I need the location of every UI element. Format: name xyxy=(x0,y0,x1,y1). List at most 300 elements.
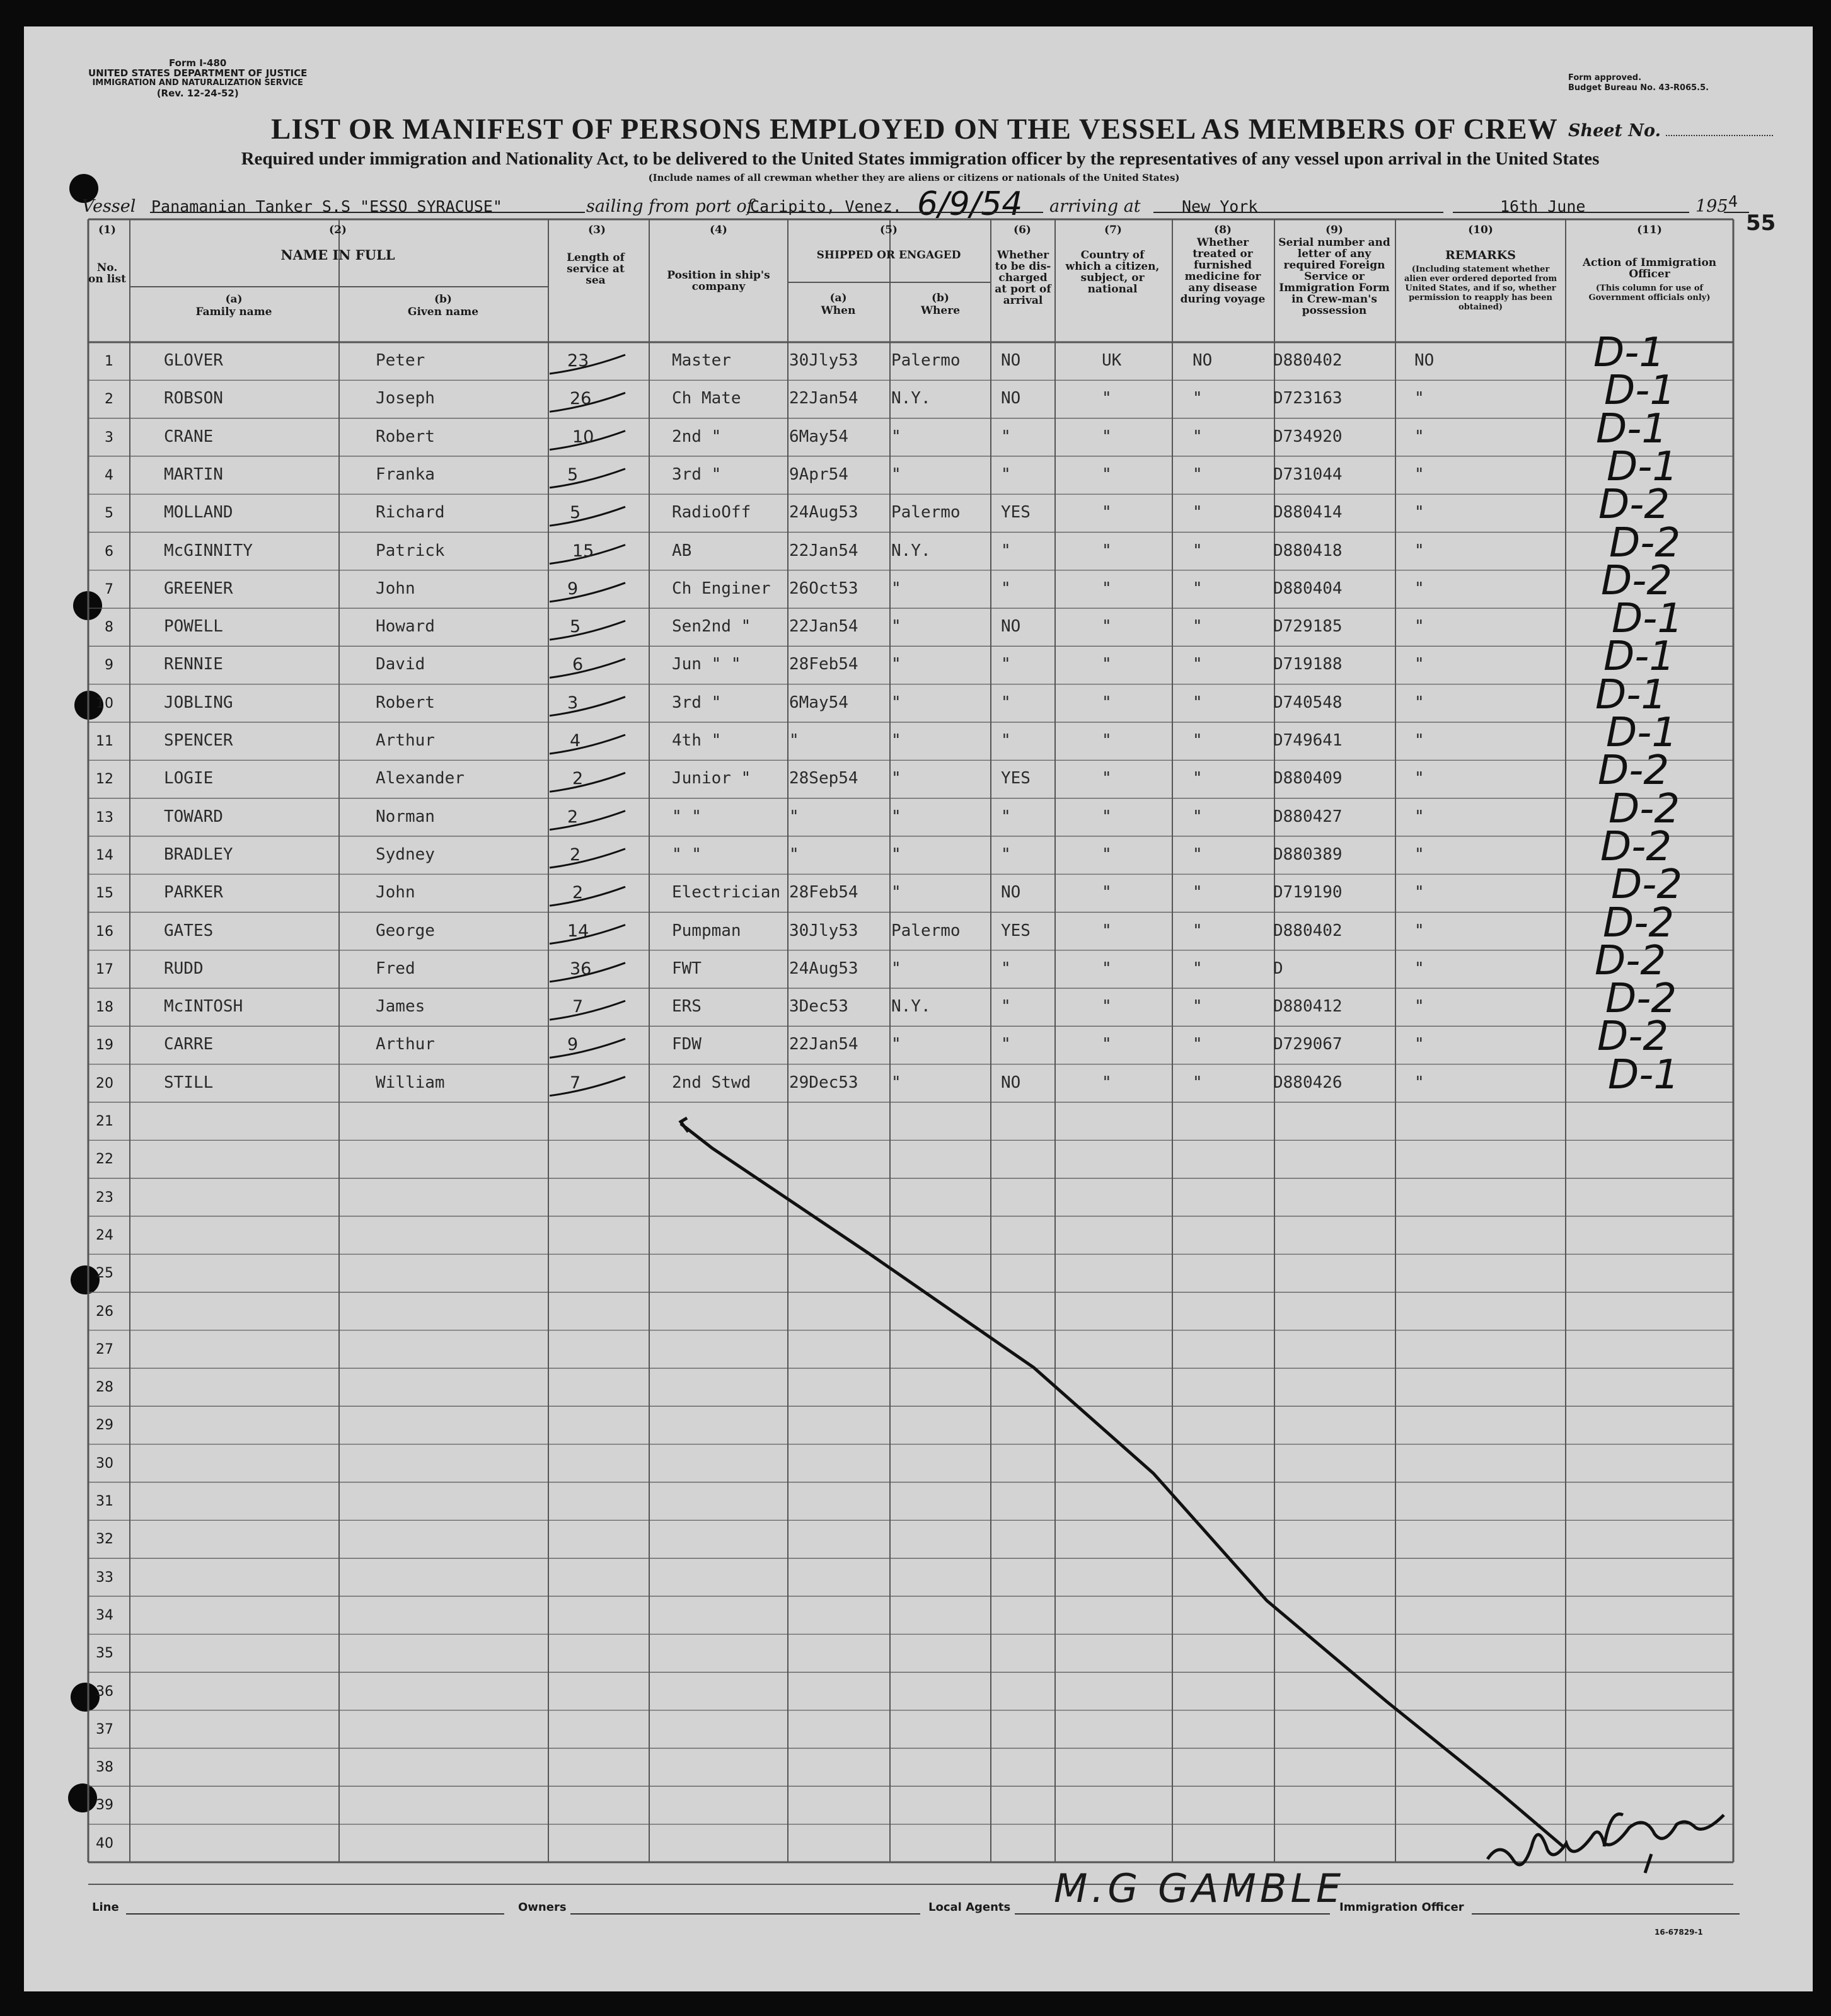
shipped-when: " xyxy=(789,807,799,826)
col-5b-number: (b) xyxy=(932,292,949,304)
row-number: 8 xyxy=(105,619,113,636)
serial-number: D723163 xyxy=(1273,389,1343,408)
treated: " xyxy=(1193,655,1203,674)
given-name: Peter xyxy=(376,351,425,370)
departure-port: Caripito, Venez. xyxy=(750,197,902,216)
family-name: SPENCER xyxy=(164,731,233,750)
family-name: POWELL xyxy=(164,617,223,636)
given-name: James xyxy=(376,997,425,1017)
length-of-service: 9 xyxy=(567,1035,579,1055)
remarks: " xyxy=(1414,503,1424,522)
length-of-service: 15 xyxy=(572,541,594,561)
serial-number: D734920 xyxy=(1273,427,1343,446)
position: 3rd " xyxy=(672,464,722,484)
country: " xyxy=(1102,844,1112,864)
immigration-action: D-1 xyxy=(1596,405,1668,452)
family-name: MARTIN xyxy=(164,464,223,484)
col-5b-label: Where xyxy=(920,304,961,317)
treated: " xyxy=(1193,883,1203,902)
shipped-where: " xyxy=(891,427,901,446)
discharged: " xyxy=(1001,655,1011,674)
col-6-label: Whether to be dis-charged at port of arrival xyxy=(995,249,1051,307)
arrival-date: 16th June xyxy=(1500,197,1586,216)
immigration-action: D-2 xyxy=(1611,861,1683,909)
length-of-service: 2 xyxy=(567,807,579,827)
shipped-where: " xyxy=(891,693,901,712)
service-name: IMMIGRATION AND NATURALIZATION SERVICE xyxy=(92,78,303,88)
immigration-action: D-2 xyxy=(1603,899,1675,947)
col-10-note: (Including statement whether alien ever ordered deported from United States, and if so, whether permission to reapply has been obtained) xyxy=(1404,265,1557,312)
given-name: Sydney xyxy=(376,844,435,864)
footer-line-label: Line xyxy=(92,1901,119,1914)
family-name: BRADLEY xyxy=(164,844,233,864)
immigration-action: D-1 xyxy=(1603,633,1675,681)
shipped-where: N.Y. xyxy=(891,541,931,560)
serial-number: D731044 xyxy=(1273,464,1343,484)
col-5a-number: (a) xyxy=(829,292,847,304)
country: " xyxy=(1102,959,1112,978)
row-number: 22 xyxy=(96,1151,113,1168)
arrival-port: New York xyxy=(1182,197,1258,216)
treated: " xyxy=(1193,503,1203,522)
position: FWT xyxy=(672,959,702,978)
remarks: " xyxy=(1414,769,1424,788)
country: " xyxy=(1102,464,1112,484)
treated: " xyxy=(1193,427,1203,446)
row-number: 12 xyxy=(96,771,113,788)
length-of-service: 9 xyxy=(567,579,579,599)
given-name: Norman xyxy=(376,807,435,826)
immigration-action: D-2 xyxy=(1597,1013,1669,1061)
discharged: " xyxy=(1001,579,1011,598)
discharged: " xyxy=(1001,1035,1011,1054)
row-number: 17 xyxy=(96,961,113,977)
remarks: " xyxy=(1414,844,1424,864)
given-name: Robert xyxy=(376,693,435,712)
given-name: Joseph xyxy=(376,389,435,408)
row-number: 1 xyxy=(105,354,113,369)
family-name: PARKER xyxy=(164,883,223,902)
length-of-service: 5 xyxy=(570,503,581,523)
col-10-number: (10) xyxy=(1468,224,1493,236)
serial-number: D729185 xyxy=(1273,617,1343,636)
serial-number: D880404 xyxy=(1273,579,1343,598)
shipped-where: " xyxy=(891,883,901,902)
treated: " xyxy=(1193,769,1203,788)
shipped-where: " xyxy=(891,807,901,826)
remarks: " xyxy=(1414,579,1424,598)
col-2a-number: (a) xyxy=(225,293,243,306)
shipped-when: 29Dec53 xyxy=(789,1073,858,1092)
col-5-label: SHIPPED OR ENGAGED xyxy=(816,249,961,262)
owners-blank xyxy=(570,1913,920,1915)
remarks: " xyxy=(1414,693,1424,712)
length-of-service: 36 xyxy=(570,959,592,979)
col-5-number: (5) xyxy=(880,224,898,236)
discharged: NO xyxy=(1001,351,1021,370)
position: " " xyxy=(672,807,702,826)
given-name: David xyxy=(376,655,425,674)
shipped-where: " xyxy=(891,844,901,864)
shipped-when: 22Jan54 xyxy=(789,541,858,560)
row-number: 28 xyxy=(96,1380,113,1396)
row-number: 34 xyxy=(96,1607,113,1623)
given-name: Richard xyxy=(376,503,445,522)
given-name: George xyxy=(376,921,435,940)
row-number: 25 xyxy=(96,1265,113,1282)
immigration-action: D-2 xyxy=(1609,519,1681,567)
vessel-name: Panamanian Tanker S.S "ESSO SYRACUSE" xyxy=(151,197,502,216)
tally-check-stroke xyxy=(550,469,625,488)
country: " xyxy=(1102,883,1112,902)
tally-check-stroke xyxy=(550,735,625,754)
form-code: 16-67829-1 xyxy=(1655,1928,1703,1937)
shipped-where: Palermo xyxy=(891,503,961,522)
treated: " xyxy=(1193,997,1203,1017)
immigration-action: D-2 xyxy=(1605,976,1677,1023)
row-number: 31 xyxy=(96,1494,113,1509)
shipped-when: 6May54 xyxy=(789,427,848,446)
country: " xyxy=(1102,541,1112,560)
serial-number: D xyxy=(1273,959,1283,978)
sheet-number: 55 xyxy=(1746,210,1776,236)
tally-check-stroke xyxy=(550,887,625,906)
serial-number: D880418 xyxy=(1273,541,1343,560)
country: " xyxy=(1102,769,1112,788)
row-number: 14 xyxy=(96,847,113,863)
length-of-service: 5 xyxy=(567,464,579,485)
family-name: MOLLAND xyxy=(164,503,233,522)
col-1-label: No. on list xyxy=(88,262,126,285)
col-3-label: Length of service at sea xyxy=(567,251,625,287)
row-number: 3 xyxy=(105,429,113,446)
serial-number: D719188 xyxy=(1273,655,1343,674)
position: AB xyxy=(672,541,692,560)
shipped-when: 6May54 xyxy=(789,693,848,712)
col-6-number: (6) xyxy=(1014,224,1031,236)
col-7-label: Country of which a citizen, subject, or national xyxy=(1065,249,1160,296)
treated: " xyxy=(1193,693,1203,712)
discharged: NO xyxy=(1001,883,1021,902)
budget-bureau-number: Budget Bureau No. 43-R065.5. xyxy=(1568,83,1709,93)
remarks: " xyxy=(1414,997,1424,1017)
row-number: 7 xyxy=(105,581,113,597)
tally-check-stroke xyxy=(550,583,625,602)
serial-number: D880414 xyxy=(1273,503,1343,522)
row-number: 10 xyxy=(96,695,113,711)
given-name: Alexander xyxy=(376,769,465,788)
length-of-service: 2 xyxy=(570,844,581,865)
family-name: GREENER xyxy=(164,579,233,598)
given-name: John xyxy=(376,579,415,598)
immigration-action: D-1 xyxy=(1612,596,1684,643)
treated: " xyxy=(1193,921,1203,940)
length-of-service: 10 xyxy=(572,427,594,447)
discharged: " xyxy=(1001,693,1011,712)
col-8-label: Whether treated or furnished medicine for any disease during voyage xyxy=(1180,236,1266,306)
family-name: CARRE xyxy=(164,1035,214,1054)
discharged: " xyxy=(1001,844,1011,864)
treated: " xyxy=(1193,389,1203,408)
given-name: Fred xyxy=(376,959,415,978)
discharged: " xyxy=(1001,464,1011,484)
shipped-when: " xyxy=(789,844,799,864)
remarks: " xyxy=(1414,617,1424,636)
year-prefix: 195 xyxy=(1695,197,1728,216)
row-number: 35 xyxy=(96,1645,113,1662)
treated: " xyxy=(1193,579,1203,598)
immigration-action: D-2 xyxy=(1600,823,1672,870)
given-name: Franka xyxy=(376,464,435,484)
row-number: 26 xyxy=(96,1303,113,1320)
position: FDW xyxy=(672,1035,702,1054)
row-number: 9 xyxy=(105,657,113,674)
immigration-action: D-2 xyxy=(1598,747,1670,795)
country: " xyxy=(1102,807,1112,826)
col-9-label: Serial number and letter of any required Foreign Service or Immigration Form in Crew-man's possession xyxy=(1278,236,1390,317)
position: 4th " xyxy=(672,731,722,750)
col-8-number: (8) xyxy=(1214,224,1232,236)
treated: " xyxy=(1193,844,1203,864)
remarks: " xyxy=(1414,1035,1424,1054)
family-name: McGINNITY xyxy=(164,541,253,560)
position: Electrician xyxy=(672,883,781,902)
shipped-where: " xyxy=(891,617,901,636)
serial-number: D880402 xyxy=(1273,351,1343,370)
col-4-number: (4) xyxy=(710,224,727,236)
length-of-service: 7 xyxy=(570,1073,581,1093)
officer-blank xyxy=(1472,1913,1740,1915)
col-9-number: (9) xyxy=(1326,224,1343,236)
tally-check-stroke xyxy=(550,773,625,792)
shipped-when: 22Jan54 xyxy=(789,389,858,408)
row-number: 37 xyxy=(96,1721,113,1737)
remarks: " xyxy=(1414,883,1424,902)
country: UK xyxy=(1102,351,1122,370)
discharged: NO xyxy=(1001,389,1021,408)
country: " xyxy=(1102,655,1112,674)
discharged: " xyxy=(1001,807,1011,826)
length-of-service: 26 xyxy=(570,389,592,409)
row-number: 39 xyxy=(96,1797,113,1814)
footer-agents-label: Local Agents xyxy=(928,1901,1011,1914)
tally-check-stroke xyxy=(550,659,625,677)
length-of-service: 6 xyxy=(572,655,584,675)
shipped-where: " xyxy=(891,1073,901,1092)
position: Sen2nd " xyxy=(672,617,751,636)
country: " xyxy=(1102,389,1112,408)
row-number: 19 xyxy=(96,1037,113,1054)
shipped-where: " xyxy=(891,655,901,674)
sheet-label: Sheet No. xyxy=(1568,121,1661,141)
serial-number: D880427 xyxy=(1273,807,1343,826)
tally-check-stroke xyxy=(550,697,625,716)
position: Ch Mate xyxy=(672,389,741,408)
row-number: 30 xyxy=(96,1455,113,1472)
remarks: " xyxy=(1414,921,1424,940)
row-number: 5 xyxy=(105,505,113,522)
family-name: STILL xyxy=(164,1073,214,1092)
immigration-action: D-2 xyxy=(1609,785,1680,832)
include-note: (Include names of all crewman whether they are aliens or citizens or nationals of the United States) xyxy=(648,172,1180,183)
col-2b-label: Given name xyxy=(407,306,479,318)
row-number: 32 xyxy=(96,1531,113,1548)
row-number: 24 xyxy=(96,1227,113,1243)
row-number: 2 xyxy=(105,391,113,408)
length-of-service: 7 xyxy=(572,997,584,1017)
line-blank xyxy=(126,1913,504,1915)
immigration-action: D-1 xyxy=(1593,330,1665,376)
length-of-service: 4 xyxy=(570,731,581,751)
discharged: NO xyxy=(1001,617,1021,636)
shipped-when: 24Aug53 xyxy=(789,503,858,522)
shipped-where: Palermo xyxy=(891,921,961,940)
row-number: 36 xyxy=(96,1683,113,1700)
row-number: 20 xyxy=(96,1075,113,1092)
country: " xyxy=(1102,921,1112,940)
position: RadioOff xyxy=(672,503,751,522)
col-2a-label: Family name xyxy=(195,306,272,318)
given-name: John xyxy=(376,883,415,902)
shipped-when: 24Aug53 xyxy=(789,959,858,978)
discharged: " xyxy=(1001,731,1011,750)
discharged: NO xyxy=(1001,1073,1021,1092)
row-number: 23 xyxy=(96,1189,113,1206)
row-number: 29 xyxy=(96,1417,113,1434)
position: 3rd " xyxy=(672,693,722,712)
row-number: 13 xyxy=(96,809,113,826)
remarks: " xyxy=(1414,807,1424,826)
given-name: Arthur xyxy=(376,731,435,750)
agents-blank xyxy=(1015,1913,1330,1915)
col-2b-number: (b) xyxy=(434,293,452,306)
country: " xyxy=(1102,693,1112,712)
family-name: McINTOSH xyxy=(164,997,243,1017)
form-number: Form I-480 xyxy=(169,57,227,69)
row-number: 33 xyxy=(96,1569,113,1586)
serial-number: D880426 xyxy=(1273,1073,1343,1092)
country: " xyxy=(1102,503,1112,522)
remarks: " xyxy=(1414,731,1424,750)
footer-owners-label: Owners xyxy=(518,1901,567,1914)
family-name: CRANE xyxy=(164,427,214,446)
shipped-when: 30Jly53 xyxy=(789,351,858,370)
treated: " xyxy=(1193,959,1203,978)
family-name: ROBSON xyxy=(164,389,223,408)
shipped-when: 3Dec53 xyxy=(789,997,848,1017)
shipped-when: 28Sep54 xyxy=(789,769,858,788)
family-name: LOGIE xyxy=(164,769,214,788)
col-5a-label: When xyxy=(821,304,856,317)
local-agents-signature: M.G GAMBLE xyxy=(1054,1865,1345,1911)
col-10-label: REMARKS xyxy=(1445,248,1516,262)
immigration-action: D-1 xyxy=(1606,710,1678,756)
shipped-when: 22Jan54 xyxy=(789,617,858,636)
tally-check-stroke xyxy=(550,811,625,830)
remarks: " xyxy=(1414,427,1424,446)
sailing-label: sailing from port of xyxy=(586,197,753,216)
discharged: " xyxy=(1001,427,1011,446)
discharged: " xyxy=(1001,959,1011,978)
serial-number: D880412 xyxy=(1273,997,1343,1017)
shipped-where: N.Y. xyxy=(891,997,931,1017)
row-number: 38 xyxy=(96,1760,113,1776)
vessel-label: Vessel xyxy=(82,197,136,216)
length-of-service: 3 xyxy=(567,693,579,713)
row-number: 27 xyxy=(96,1341,113,1357)
country: " xyxy=(1102,1073,1112,1092)
treated: " xyxy=(1193,1073,1203,1092)
serial-number: D719190 xyxy=(1273,883,1343,902)
tally-check-stroke xyxy=(550,507,625,526)
shipped-where: Palermo xyxy=(891,351,961,370)
discharged: YES xyxy=(1001,769,1031,788)
position: " " xyxy=(672,844,702,864)
handwritten-date: 6/9/54 xyxy=(917,185,1023,223)
col-2-label: NAME IN FULL xyxy=(280,247,395,263)
position: Master xyxy=(672,351,731,370)
tally-check-stroke xyxy=(550,1001,625,1020)
country: " xyxy=(1102,997,1112,1017)
discharged: " xyxy=(1001,541,1011,560)
shipped-when: " xyxy=(789,731,799,750)
position: Pumpman xyxy=(672,921,741,940)
country: " xyxy=(1102,617,1112,636)
row-number: 6 xyxy=(105,543,113,560)
immigration-action: D-2 xyxy=(1595,937,1666,984)
shipped-where: " xyxy=(891,464,901,484)
remarks: " xyxy=(1414,389,1424,408)
shipped-when: 9Apr54 xyxy=(789,464,848,484)
discharged: YES xyxy=(1001,503,1031,522)
shipped-when: 28Feb54 xyxy=(789,655,858,674)
discharged: YES xyxy=(1001,921,1031,940)
shipped-where: " xyxy=(891,959,901,978)
col-11-label: Action of Immigration Officer xyxy=(1582,256,1717,280)
department: UNITED STATES DEPARTMENT OF JUSTICE xyxy=(88,67,308,79)
remarks: " xyxy=(1414,464,1424,484)
treated: " xyxy=(1193,731,1203,750)
shipped-where: " xyxy=(891,579,901,598)
tally-check-stroke xyxy=(550,621,625,640)
family-name: RUDD xyxy=(164,959,204,978)
serial-number: D880409 xyxy=(1273,769,1343,788)
remarks: NO xyxy=(1414,351,1435,370)
position: ERS xyxy=(672,997,702,1017)
length-of-service: 2 xyxy=(572,883,584,903)
arriving-label: arriving at xyxy=(1049,197,1141,216)
col-4-label: Position in ship's company xyxy=(667,269,770,293)
treated: NO xyxy=(1193,351,1213,370)
family-name: JOBLING xyxy=(164,693,233,712)
position: Jun " " xyxy=(672,655,741,674)
immigration-action: D-2 xyxy=(1598,481,1670,529)
treated: " xyxy=(1193,464,1203,484)
family-name: TOWARD xyxy=(164,807,223,826)
shipped-where: " xyxy=(891,731,901,750)
given-name: Robert xyxy=(376,427,435,446)
position: Ch Enginer xyxy=(672,579,771,598)
row-number: 40 xyxy=(96,1835,113,1852)
shipped-when: 30Jly53 xyxy=(789,921,858,940)
immigration-action: D-1 xyxy=(1595,671,1667,718)
country: " xyxy=(1102,579,1112,598)
footer-officer-label: Immigration Officer xyxy=(1339,1901,1464,1914)
approval-line: Form approved. xyxy=(1568,73,1642,83)
shipped-when: 22Jan54 xyxy=(789,1035,858,1054)
shipped-when: 28Feb54 xyxy=(789,883,858,902)
col-1-number: (1) xyxy=(98,224,116,236)
